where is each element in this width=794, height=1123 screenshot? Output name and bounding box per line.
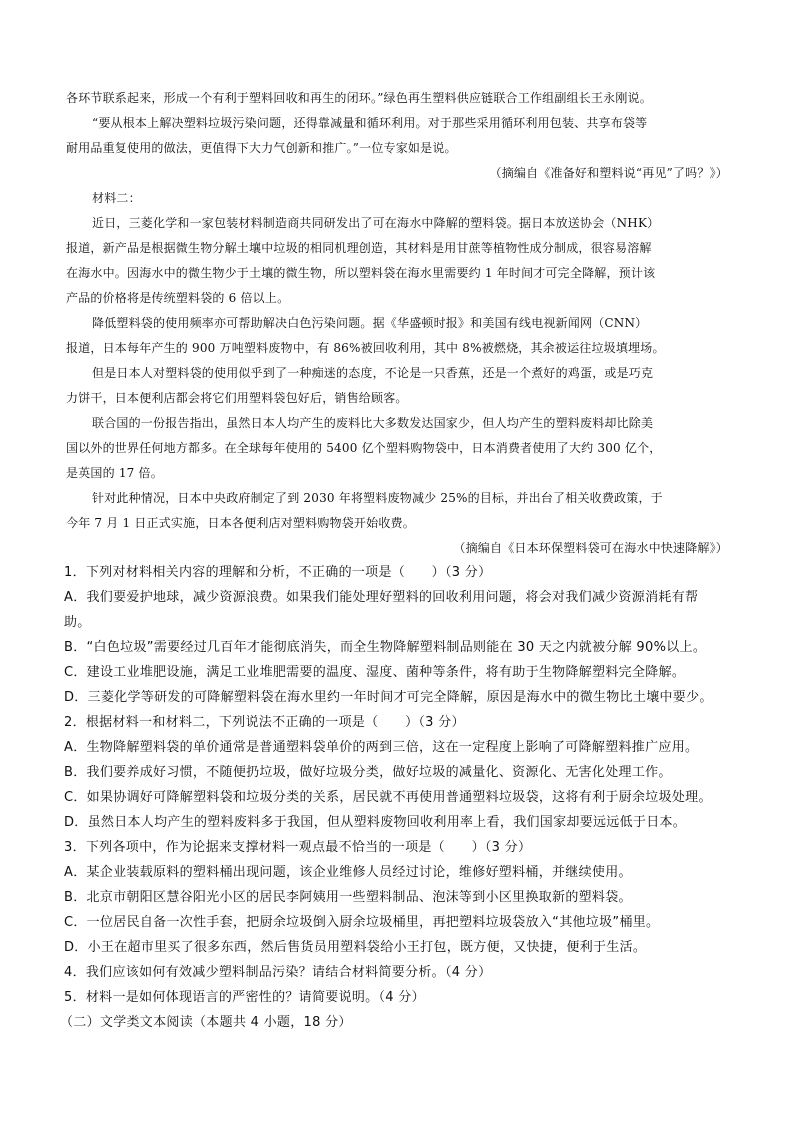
material-two-p4-line-1: 联合国的一份报告指出，虽然日本人均产生的废料比大多数发达国家少，但人均产生的塑料废料却比除美 [92,416,654,430]
material-two-p3-line-1: 但是日本人对塑料袋的使用似乎到了一种痴迷的态度，不论是一只香蕉，还是一个煮好的鸡蛋，或是巧克 [92,366,654,380]
material-two-p1-line-3: 在海水中。因海水中的微生物少于土壤的微生物，所以塑料袋在海水里需要约 1 年时间才可完全降解，预计该 [66,266,656,280]
material-one-quote-line-1: “要从根本上解决塑料垃圾污染问题，还得靠减量和循环利用。对于那些采用循环利用包装、共享布袋等 [92,116,648,130]
question-1-option-c: C．建设工业堆肥设施，满足工业堆肥需要的温度、湿度、菌种等条件，将有助于生物降解塑料完全降解。 [64,665,686,680]
material-two-heading: 材料二： [92,191,141,205]
question-1-option-d: D．三菱化学等研发的可降解塑料袋在海水里约一年时间才可完全降解，原因是海水中的微生物比土壤中要少。 [64,690,713,705]
question-3-option-c: C．一位居民自备一次性手套，把厨余垃圾倒入厨余垃圾桶里，再把塑料垃圾袋放入“其他垃圾”桶里。 [64,915,660,930]
question-2-option-c: C．如果协调好可降解塑料袋和垃圾分类的关系，居民就不再使用普通塑料垃圾袋，这将有利于厨余垃圾处理。 [64,790,712,805]
material-one-source: （摘编自《准备好和塑料说“再见”了吗？》） [489,166,728,180]
material-two-p3-line-2: 力饼干，日本便利店都会将它们用塑料袋包好后，销售给顾客。 [66,391,408,405]
section-heading-literary-reading: （二）文学类文本阅读（本题共 4 小题，18 分） [60,1015,352,1030]
material-two-p1-line-2: 报道，新产品是根据微生物分解土壤中垃圾的相同机理创造，其材料是用甘蔗等植物性成分制成，很容易溶解 [66,241,652,255]
question-2-stem: 2．根据材料一和材料二，下列说法不正确的一项是（ ）（3 分） [64,715,465,730]
material-two-p2-line-1: 降低塑料袋的使用频率亦可帮助解决白色污染问题。据《华盛顿时报》和美国有线电视新闻网（CNN） [92,316,648,330]
question-3-option-a: A．某企业装载原料的塑料桶出现问题，该企业维修人员经过讨论，维修好塑料桶，并继续使用。 [64,865,632,880]
material-two-p5-line-1: 针对此种情况，日本中央政府制定了到 2030 年将塑料废物减少 25%的目标，并出台了相关收费政策，于 [92,491,663,505]
question-1-option-b: B．“白色垃圾”需要经过几百年才能彻底消失，而全生物降解塑料制品则能在 30 天之内就被分解 90%以上。 [64,640,707,655]
question-3-stem: 3．下列各项中，作为论据来支撑材料一观点最不恰当的一项是（ ）（3 分） [64,840,532,855]
material-two-p4-line-3: 是英国的 17 倍。 [66,466,163,480]
material-one-paragraph-end: 各环节联系起来，形成一个有利于塑料回收和再生的闭环。”绿色再生塑料供应链联合工作组副组长王永刚说。 [66,91,652,105]
material-two-p1-line-4: 产品的价格将是传统塑料袋的 6 倍以上。 [66,291,290,305]
material-two-p2-line-2: 报道，日本每年产生的 900 万吨塑料废物中，有 86%被回收利用，其中 8%被燃烧，其余被运往垃圾填埋场。 [66,341,665,355]
question-3-option-d: D．小王在超市里买了很多东西，然后售货员用塑料袋给小王打包，既方便，又快捷，便利于生活。 [64,940,647,955]
question-2-option-b: B．我们要养成好习惯，不随便扔垃圾，做好垃圾分类，做好垃圾的减量化、资源化、无害化处理工作。 [64,765,672,780]
material-two-p1-line-1: 近日，三菱化学和一家包装材料制造商共同研发出了可在海水中降解的塑料袋。据日本放送协会（NHK） [92,216,660,230]
question-4: 4．我们应该如何有效减少塑料制品污染？请结合材料简要分析。（4 分） [64,965,492,980]
question-2-option-a: A．生物降解塑料袋的单价通常是普通塑料袋单价的两到三倍，这在一定程度上影响了可降解塑料推广应用。 [64,740,699,755]
question-3-option-b: B．北京市朝阳区慧谷阳光小区的居民李阿姨用一些塑料制品、泡沫等到小区里换取新的塑料袋。 [64,890,632,905]
question-2-option-d: D．虽然日本人均产生的塑料废料多于我国，但从塑料废物回收利用率上看，我们国家却要远远低于日本。 [64,815,687,830]
material-two-p4-line-2: 国以外的世界任何地方都多。在全球每年使用的 5400 亿个塑料购物袋中，日本消费者使用了大约 300 亿个， [66,441,662,455]
material-one-quote-line-2: 耐用品重复使用的做法，更值得下大力气创新和推广。”一位专家如是说。 [66,141,457,155]
question-5: 5．材料一是如何体现语言的严密性的？请简要说明。（4 分） [64,990,425,1005]
material-two-source: （摘编自《日本环保塑料袋可在海水中快速降解》） [453,541,728,555]
question-1-option-a-line-1: A．我们要爱护地球，减少资源浪费。如果我们能处理好塑料的回收利用问题，将会对我们减少资源消耗有帮 [64,590,699,605]
question-1-stem: 1．下列对材料相关内容的理解和分析，不正确的一项是（ ）（3 分） [64,565,492,580]
question-1-option-a-line-2: 助。 [64,615,91,630]
material-two-p5-line-2: 今年 7 月 1 日正式实施，日本各便利店对塑料购物袋开始收费。 [66,516,415,530]
